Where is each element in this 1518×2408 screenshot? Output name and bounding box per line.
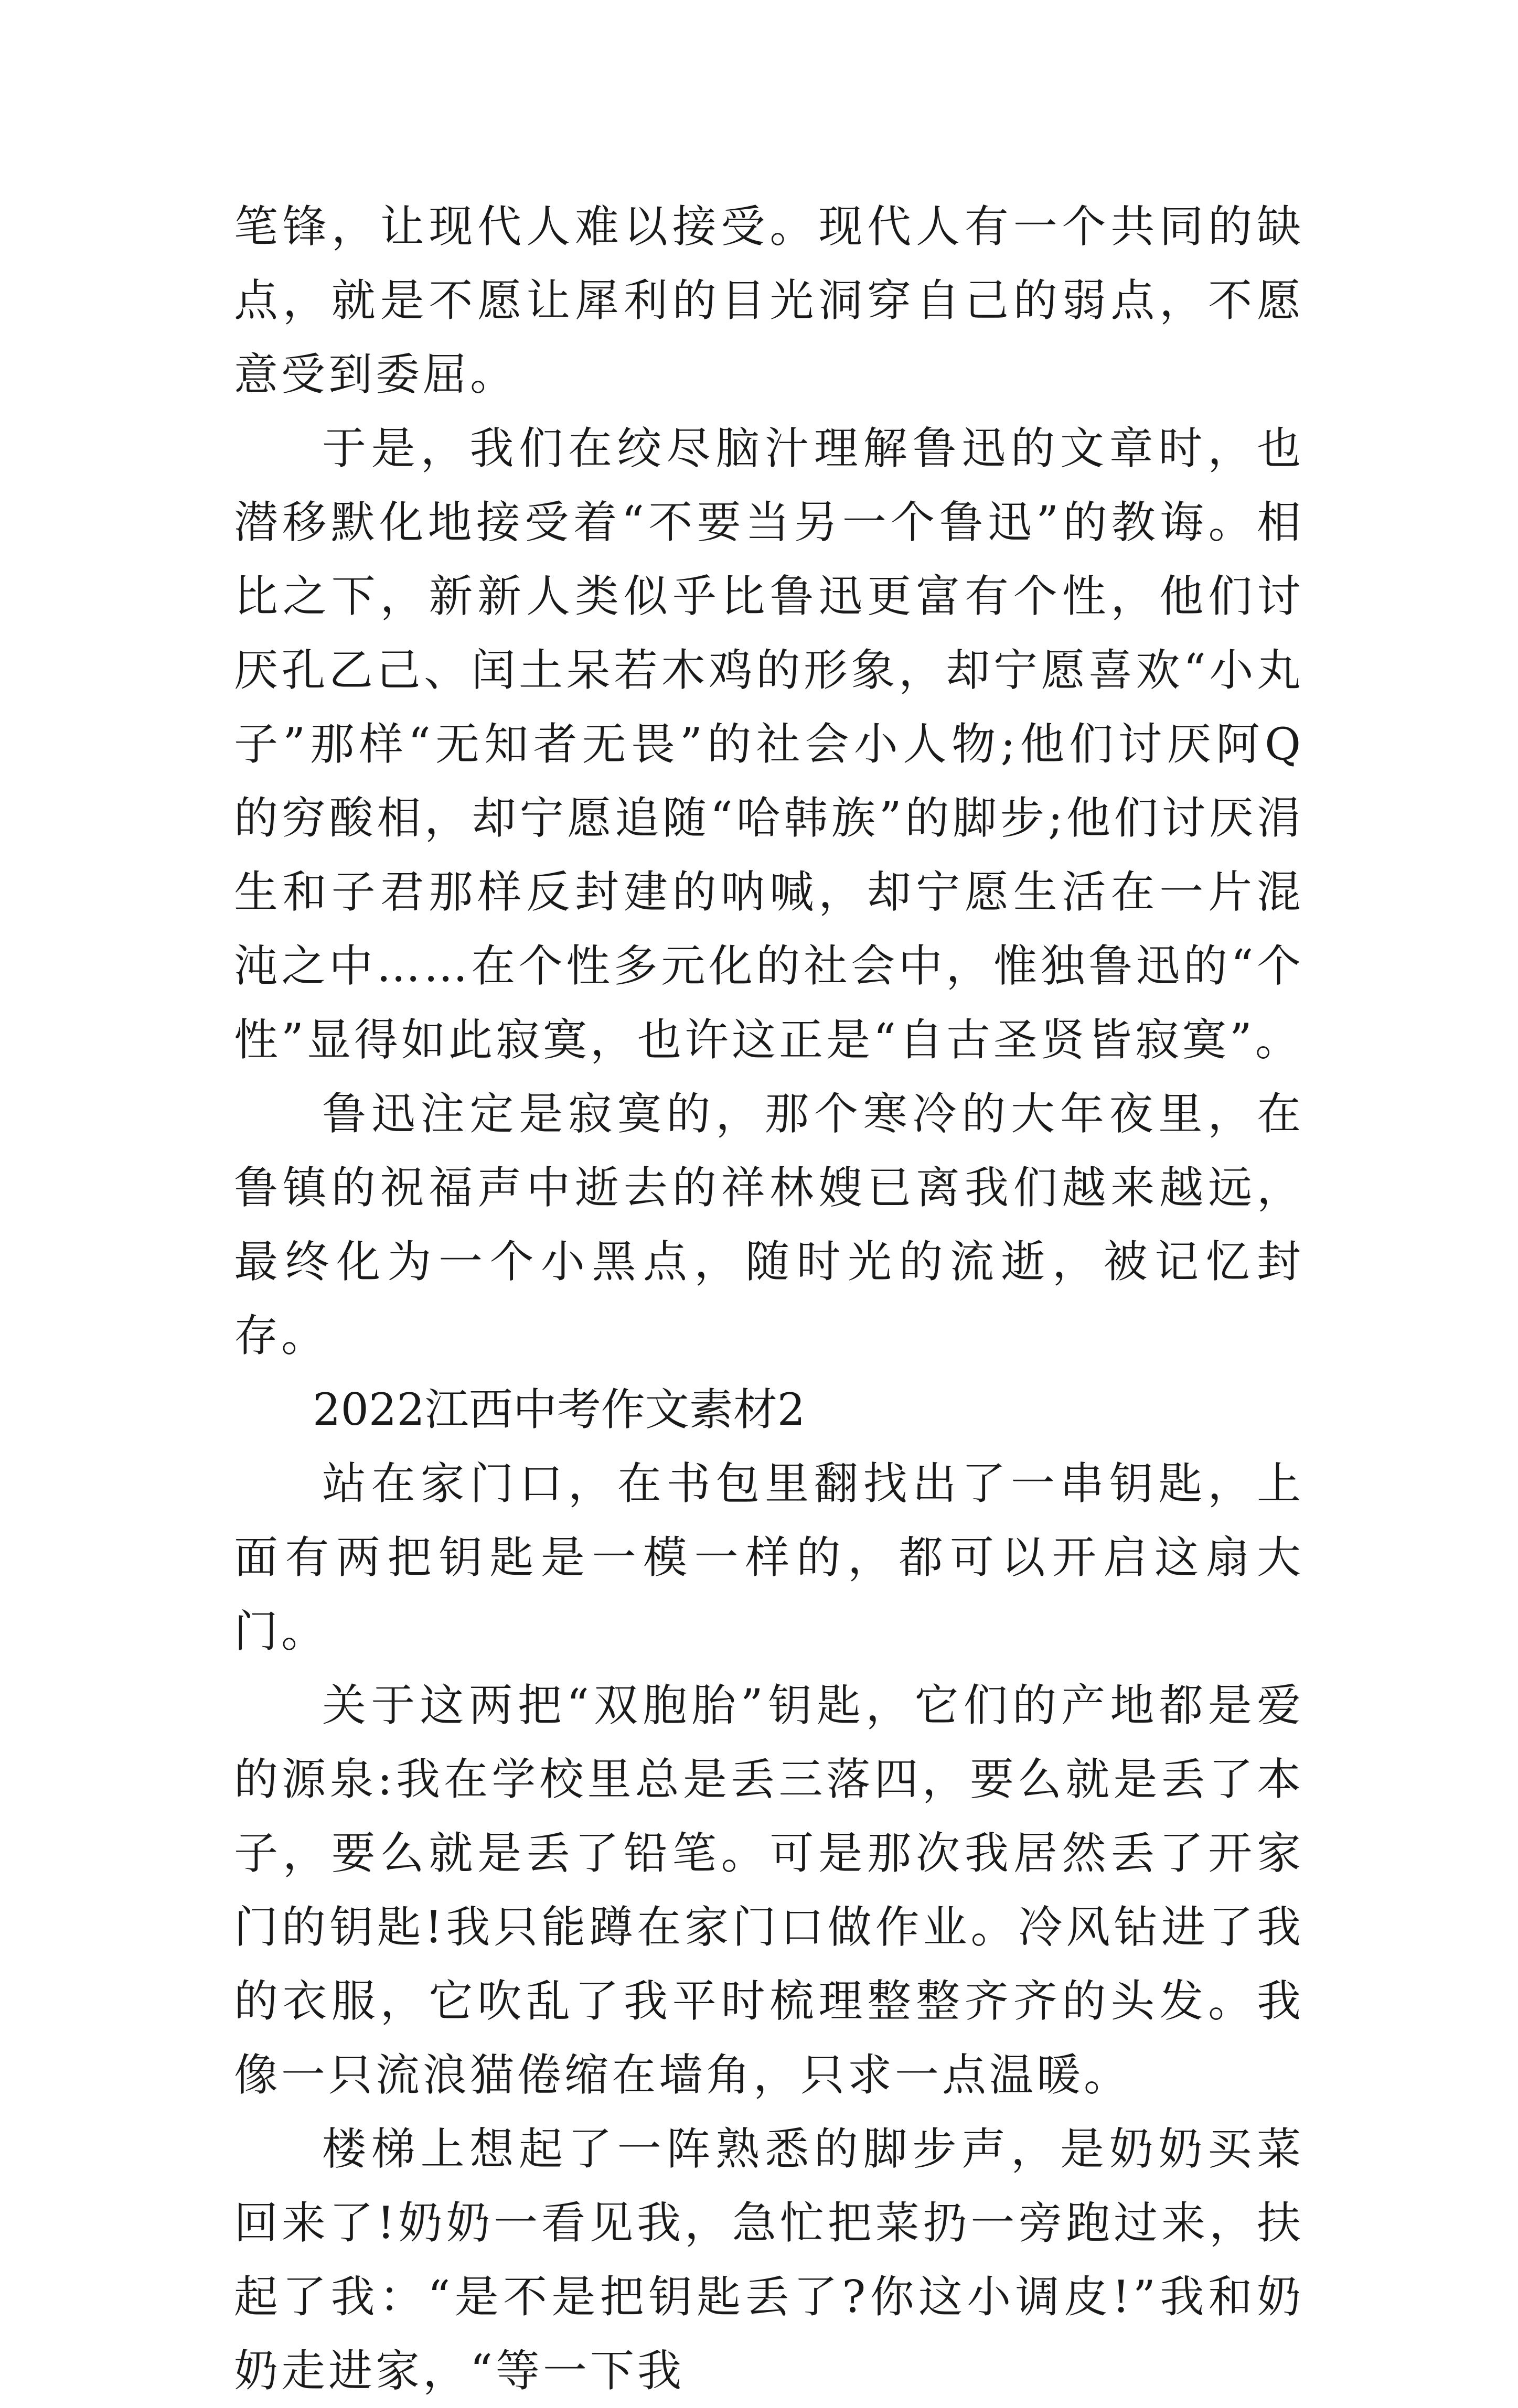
paragraph-4: 站在家门口，在书包里翻找出了一串钥匙，上面有两把钥匙是一模一样的，都可以开启这扇大门。 [234,1458,1304,1657]
paragraph-2: 于是，我们在绞尽脑汁理解鲁迅的文章时，也潜移默化地接受着“不要当另一个鲁迅”的教诲。相比之下，新新人类似乎比鲁迅更富有个性，他们讨厌孔乙己、闰土呆若木鸡的形象，却宁愿喜欢“小丸子”那样“无知者无畏”的社会小人物;他们讨厌阿Q的穷酸相，却宁愿追随“哈韩族”的脚步;他们讨厌涓生和子君那样反封建的呐喊，却宁愿生活在一片混沌之中……在个性多元化的社会中，惟独鲁迅的“个性”显得如此寂寞，也许这正是“自古圣贤皆寂寞”。 [234,423,1304,1066]
paragraph-3: 鲁迅注定是寂寞的，那个寒冷的大年夜里，在鲁镇的祝福声中逝去的祥林嫂已离我们越来越远，最终化为一个小黑点，随时光的流逝，被记忆封存。 [234,1088,1304,1361]
section-heading: 2022江西中考作文素材2 [313,1384,806,1435]
paragraph-1: 笔锋，让现代人难以接受。现代人有一个共同的缺点，就是不愿让犀利的目光洞穿自己的弱点，不愿意受到委屈。 [234,201,1304,400]
paragraph-5: 关于这两把“双胞胎”钥匙，它们的产地都是爱的源泉:我在学校里总是丢三落四，要么就是丢了本子，要么就是丢了铅笔。可是那次我居然丢了开家门的钥匙!我只能蹲在家门口做作业。冷风钻进了我的衣服，它吹乱了我平时梳理整整齐齐的头发。我像一只流浪猫倦缩在墙角，只求一点温暖。 [234,1680,1304,2101]
paragraph-6: 楼梯上想起了一阵熟悉的脚步声，是奶奶买菜回来了!奶奶一看见我，急忙把菜扔一旁跑过来，扶起了我：“是不是把钥匙丢了?你这小调皮!”我和奶奶走进家，“等一下我 [234,2123,1304,2396]
document-body [234,190,1304,2408]
